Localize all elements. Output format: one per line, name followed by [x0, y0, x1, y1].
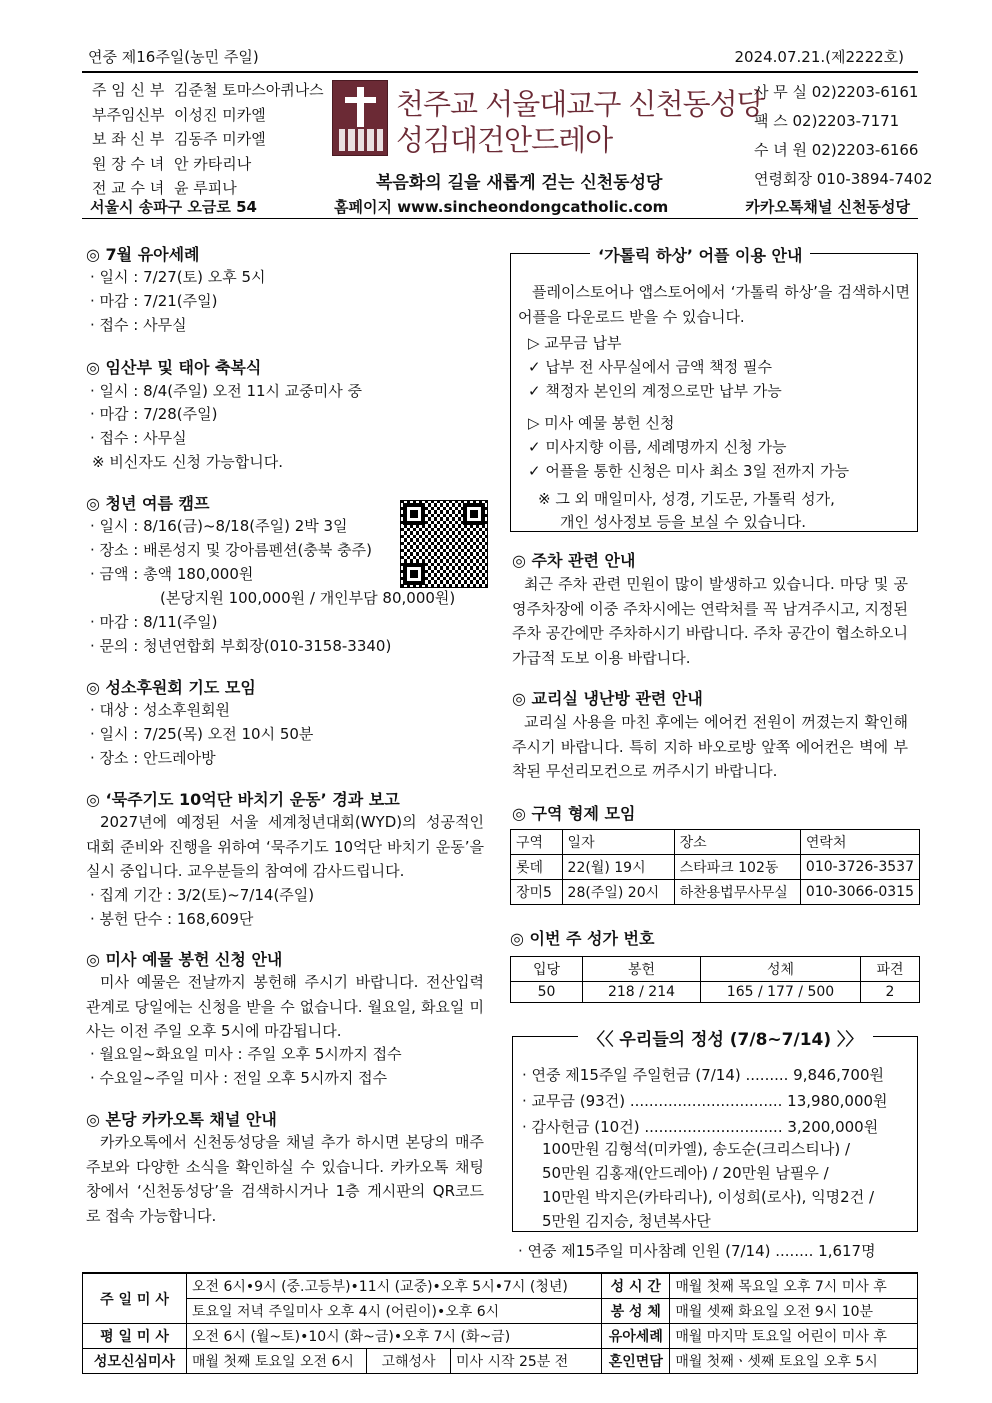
rosary-text: 2027년에 예정된 서울 세계청년대회(WYD)의 성공적인 대회 준비와 진행을 위하여 ‘묵주기도 10억단 바치기 운동’을 실시 중입니다. 교우분들의 참여에 감사드립니다.: [86, 813, 484, 880]
list-item: ✓ 어플을 통한 신청은 미사 최소 3일 전까지 가능: [528, 462, 850, 480]
table-row: 주 일 미 사 오전 6시•9시 (중.고등부)•11시 (교중)•오후 5시•7시 (청년) 성 시 간 매월 첫째 목요일 오후 7시 미사 후: [83, 1273, 918, 1299]
list-item: ✓ 납부 전 사무실에서 금액 책정 필수: [528, 358, 773, 376]
list-item: 10만원 박지은(카타리나), 이성희(로사), 익명2건 /: [542, 1188, 875, 1206]
app-group1: ▷ 교무금 납부: [528, 334, 622, 352]
slogan: 복음화의 길을 새롭게 걷는 신천동성당: [376, 173, 663, 193]
fax: 팩 스 02)2203-7171: [754, 112, 900, 130]
parish-logo: [332, 80, 388, 156]
table-row: 토요일 저녁 주일미사 오후 4시 (어린이)•오후 6시 봉 성 체 매월 셋째 화요일 오전 9시 10분: [83, 1299, 918, 1324]
qr-code[interactable]: [400, 500, 488, 588]
table-row: 50 218 / 214 165 / 177 / 500 2: [511, 982, 920, 1003]
district-title: ◎ 구역 형제 모임: [512, 804, 636, 823]
table-row: 평 일 미 사 오전 6시 (월~토)•10시 (화~금)•오후 7시 (화~금) 유아세례 매월 마지막 토요일 어린이 미사 후: [83, 1324, 918, 1349]
list-item: · 일시 : 7/27(토) 오후 5시: [90, 268, 266, 286]
list-item: · 감사헌금 (10건) ............................. 3,200,000원: [522, 1118, 879, 1136]
pregnant-title: ◎ 임산부 및 태아 축복식: [86, 358, 262, 377]
table-row: 성모신심미사 매월 첫째 토요일 오전 6시 고해성사 미사 시작 25분 전 혼인면담 매월 첫째ㆍ셋째 토요일 오후 5시: [83, 1349, 918, 1374]
table-row: 장미5 28(주일) 20시 하찬용법무사무실 010-3066-0315: [511, 880, 920, 905]
staff-row: 부주임신부 이성진 미카엘: [92, 105, 266, 124]
table-row: 입당 봉헌 성체 파견: [511, 957, 920, 982]
list-item: · 연중 제15주일 미사참례 인원 (7/14) ........ 1,617명: [518, 1242, 876, 1260]
list-item: · 교무금 (93건) ................................ 13,980,000원: [522, 1092, 888, 1110]
app-intro: 플레이스토어나 앱스토어에서 ‘가톨릭 하상’을 검색하시면 어플을 다운로드 받을 수 있습니다.: [518, 283, 910, 326]
list-item: · 장소 : 안드레아방: [90, 749, 216, 767]
list-item: · 마감 : 8/11(주일): [90, 613, 218, 631]
list-item: · 문의 : 청년연합회 부회장(010-3158-3340): [90, 637, 392, 655]
kakao-text: 카카오톡에서 신천동성당을 채널 추가 하시면 본당의 매주 주보와 다양한 소식을 확인하실 수 있습니다. 카카오톡 채팅창에서 ‘신천동성당’을 검색하시거나 1층 게시판의 QR코드로 접속 가능합니다.: [86, 1133, 484, 1225]
liturgical-day: 연중 제16주일(농민 주일): [88, 48, 259, 66]
note: 개인 성사정보 등을 보실 수 있습니다.: [560, 513, 806, 531]
staff-row: 주 임 신 부 김준철 토마스아퀴나스: [92, 81, 324, 99]
note: ※ 그 외 매일미사, 성경, 기도문, 가톨릭 성가,: [538, 490, 835, 508]
homepage-link[interactable]: 홈페이지 www.sincheondongcatholic.com: [334, 197, 669, 216]
list-item: · 마감 : 7/28(주일): [90, 405, 218, 423]
list-item: · 마감 : 7/21(주일): [90, 292, 218, 310]
aircon-text: 교리실 사용을 마친 후에는 에어컨 전원이 꺼졌는지 확인해주시기 바랍니다. 특히 지하 바오로방 앞쪽 에어컨은 벽에 부착된 무선리모컨으로 꺼주시기 바랍니다.: [512, 713, 908, 780]
list-item: 100만원 김형석(미카엘), 송도순(크리스티나) /: [542, 1140, 851, 1158]
vocation-title: ◎ 성소후원회 기도 모임: [86, 678, 256, 697]
table-row: 구역 일자 장소 연락처: [511, 830, 920, 855]
list-item: · 일시 : 7/25(목) 오전 10시 50분: [90, 725, 314, 743]
list-item: ✓ 책정자 본인의 계정으로만 납부 가능: [528, 382, 782, 400]
list-item: · 금액 : 총액 180,000원: [90, 565, 254, 583]
list-item: (본당지원 100,000원 / 개인부담 80,000원): [160, 589, 456, 607]
list-item: 5만원 김지승, 청년복사단: [542, 1212, 711, 1230]
kakao-title: ◎ 본당 카카오톡 채널 안내: [86, 1110, 277, 1129]
staff-row: 전 교 수 녀 윤 루피나: [92, 179, 237, 197]
staff-row: 보 좌 신 부 김동주 미카엘: [92, 130, 266, 148]
list-item: · 일시 : 8/4(주일) 오전 11시 교중미사 중: [90, 382, 363, 400]
funeral-phone: 연령회장 010-3894-7402: [754, 170, 933, 188]
offering-title: ◎ 미사 예물 봉헌 신청 안내: [86, 950, 283, 969]
address: 서울시 송파구 오금로 54: [90, 197, 257, 216]
app-title: ‘가톨릭 하상’ 어플 이용 안내: [590, 243, 810, 266]
list-item: · 일시 : 8/16(금)~8/18(주일) 2박 3일: [90, 517, 348, 535]
list-item: · 접수 : 사무실: [90, 316, 187, 334]
offering-text: 미사 예물은 전날까지 봉헌해 주시기 바랍니다. 전산입력 관계로 당일에는 신청을 받을 수 없습니다. 월요일, 화요일 미사는 이전 주일 오후 5시에 마감됩니다.: [86, 973, 484, 1040]
address-line: [82, 193, 918, 219]
staff-row: 원 장 수 녀 안 카타리나: [92, 154, 252, 173]
office-phone: 사 무 실 02)2203-6161: [754, 83, 919, 101]
top-line: [88, 46, 904, 66]
app-group2: ▷ 미사 예물 봉헌 신청: [528, 414, 675, 432]
issue-date: 2024.07.21.(제2222호): [734, 48, 904, 66]
note: ※ 비신자도 신청 가능합니다.: [92, 453, 284, 471]
table-row: 롯데 22(월) 19시 스타파크 102동 010-3726-3537: [511, 855, 920, 880]
mass-schedule-table: [82, 1272, 918, 1374]
parish-patron: 성김대건안드레아: [396, 123, 613, 157]
list-item: · 연중 제15주일 주일헌금 (7/14) ......... 9,846,700원: [522, 1066, 885, 1084]
parking-text: 최근 주차 관련 민원이 많이 발생하고 있습니다. 마당 및 공영주차장에 이중 주차시에는 연락처를 꼭 남겨주시고, 지정된 주차 공간에만 주차하시기 바랍니다. 주차 공간이 협소하오니 가급적 도보 이용 바랍니다.: [512, 575, 908, 667]
district-table: [510, 829, 920, 905]
hymn-table: [510, 956, 920, 1003]
parking-title: ◎ 주차 관련 안내: [512, 551, 636, 570]
hymn-title: ◎ 이번 주 성가 번호: [510, 929, 655, 948]
list-item: · 봉헌 단수 : 168,609단: [90, 910, 254, 928]
staff-list: [92, 78, 324, 201]
contacts: [754, 78, 933, 194]
list-item: · 장소 : 배론성지 및 강아름펜션(충북 충주): [90, 541, 372, 559]
kakao-channel: 카카오톡채널 신천동성당: [745, 197, 910, 216]
sincerity-title: 〈〈 우리들의 정성 (7/8~7/14) 〉〉: [578, 1025, 873, 1050]
list-item: · 집계 기간 : 3/2(토)~7/14(주일): [90, 886, 315, 904]
list-item: 50만원 김홍재(안드레아) / 20만원 남필우 /: [542, 1164, 829, 1182]
baptism-title: ◎ 7월 유아세례: [86, 245, 200, 264]
rosary-title: ◎ ‘묵주기도 10억단 바치기 운동’ 경과 보고: [86, 790, 400, 809]
list-item: ✓ 미사지향 이름, 세례명까지 신청 가능: [528, 438, 787, 456]
convent-phone: 수 녀 원 02)2203-6166: [754, 141, 919, 159]
camp-title: ◎ 청년 여름 캠프: [86, 494, 210, 513]
list-item: · 접수 : 사무실: [90, 429, 187, 447]
list-item: · 수요일~주일 미사 : 전일 오후 5시까지 접수: [90, 1069, 388, 1087]
list-item: · 대상 : 성소후원회원: [90, 701, 231, 719]
parish-title: 천주교 서울대교구 신천동성당: [396, 87, 764, 121]
list-item: · 월요일~화요일 미사 : 주일 오후 5시까지 접수: [90, 1045, 402, 1063]
aircon-title: ◎ 교리실 냉난방 관련 안내: [512, 689, 703, 708]
